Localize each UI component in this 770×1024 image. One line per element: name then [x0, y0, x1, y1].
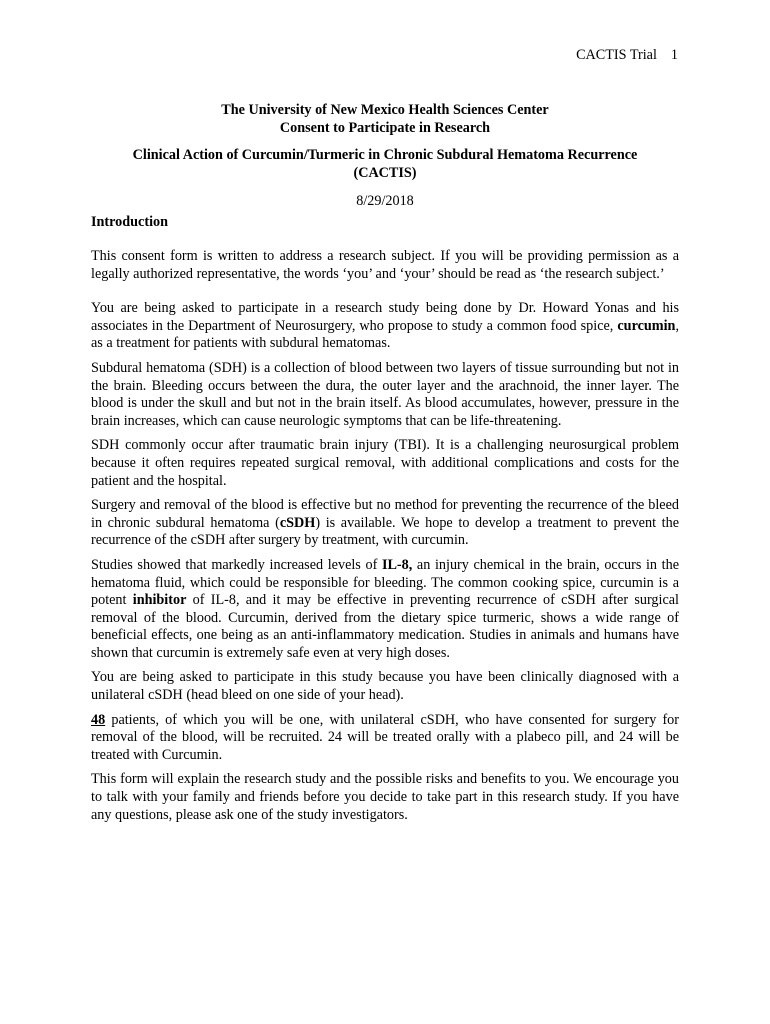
bold-term-csdh: cSDH — [279, 514, 316, 531]
title-block — [91, 101, 679, 210]
text-run: patients, of which you will be one, with unilateral cSDH, who have consented for surgery for removal of the blood, will be recruited. 24 will be treated orally with a plabeco pill, and 24 will be treated with Curcumin. — [91, 711, 679, 763]
form-title: Consent to Participate in Research — [279, 120, 491, 136]
paragraph-sdh-definition: Subdural hematoma (SDH) is a collection of blood between two layers of tissue surrounding but not in the brain. Bleeding occurs between the dura, the outer layer and the arachnoid, the inner layer. The blood is under the skull and but not in the brain itself. As blood accumulates, however, pressure in the brain increases, which can cause neurologic symptoms that can be life-threatening. — [91, 359, 679, 429]
institution-name: The University of New Mexico Health Sciences Center — [221, 102, 549, 118]
paragraph-form-purpose: This form will explain the research study and the possible risks and benefits to you. We encourage you to talk with your family and friends before you decide to take part in this research study. If you have any questions, please ask one of the study investigators. — [91, 771, 679, 823]
bold-term-curcumin: curcumin — [617, 317, 676, 334]
text-run: ) is available. We hope to develop a treatment to prevent the recurrence of the cSDH after surgery by treatment, with curcumin. — [91, 514, 679, 549]
section-heading-introduction: Introduction — [91, 214, 168, 230]
text-run: Surgery and removal of the blood is effective but no method for preventing the recurrence of the bleed in chronic subdural hematoma ( — [91, 497, 679, 531]
study-title-line2: (CACTIS) — [353, 165, 417, 181]
running-title: CACTIS Trial — [576, 47, 657, 63]
patient-count: 48 — [91, 711, 106, 728]
paragraph-eligibility: You are being asked to participate in this study because you have been clinically diagnosed with a unilateral cSDH (head bleed on one side of your head). — [91, 669, 679, 704]
bold-term-il8: IL-8, — [381, 556, 413, 573]
paragraph-recruitment — [91, 712, 679, 765]
body-text — [91, 248, 679, 831]
document-date: 8/29/2018 — [356, 193, 414, 209]
text-run: Studies showed that markedly increased levels of — [91, 556, 382, 573]
paragraph-sdh-tbi: SDH commonly occur after traumatic brain injury (TBI). It is a challenging neurosurgical problem because it often requires repeated surgical removal, with additional complications and costs for the patient and the hospital. — [91, 437, 679, 489]
paragraph-consent-note: This consent form is written to address a research subject. If you will be providing permission as a legally authorized representative, the words ‘you’ and ‘your’ should be read as ‘the research subject.’ — [91, 248, 679, 282]
bold-term-inhibitor: inhibitor — [132, 592, 187, 609]
text-run: an injury chemical in the brain, occurs in the hematoma fluid, which could be responsible for bleeding. The common cooking spice, curcumin is a potent — [91, 556, 679, 609]
paragraph-study-intro — [91, 300, 679, 353]
text-run: , as a treatment for patients with subdural hematomas. — [91, 317, 679, 352]
text-run: of IL-8, and it may be effective in preventing recurrence of cSDH after surgical removal of the blood. Curcumin, derived from the dietary spice turmeric, shows a wide range of beneficial effects, one being as an anti-inflammatory medication. Studies in animals and humans have shown that curcumin is extremely safe even at very high doses. — [91, 592, 680, 661]
running-header — [576, 47, 678, 64]
paragraph-il8-studies — [91, 557, 679, 663]
title-spacer — [91, 137, 679, 146]
study-title-line1: Clinical Action of Curcumin/Turmeric in Chronic Subdural Hematoma Recurrence — [132, 147, 638, 163]
text-run: You are being asked to participate in a research study being done by Dr. Howard Yonas and his associates in the Department of Neurosurgery, who propose to study a common food spice, — [91, 300, 679, 334]
paragraph-surgery — [91, 497, 679, 550]
page-number: 1 — [670, 47, 678, 63]
